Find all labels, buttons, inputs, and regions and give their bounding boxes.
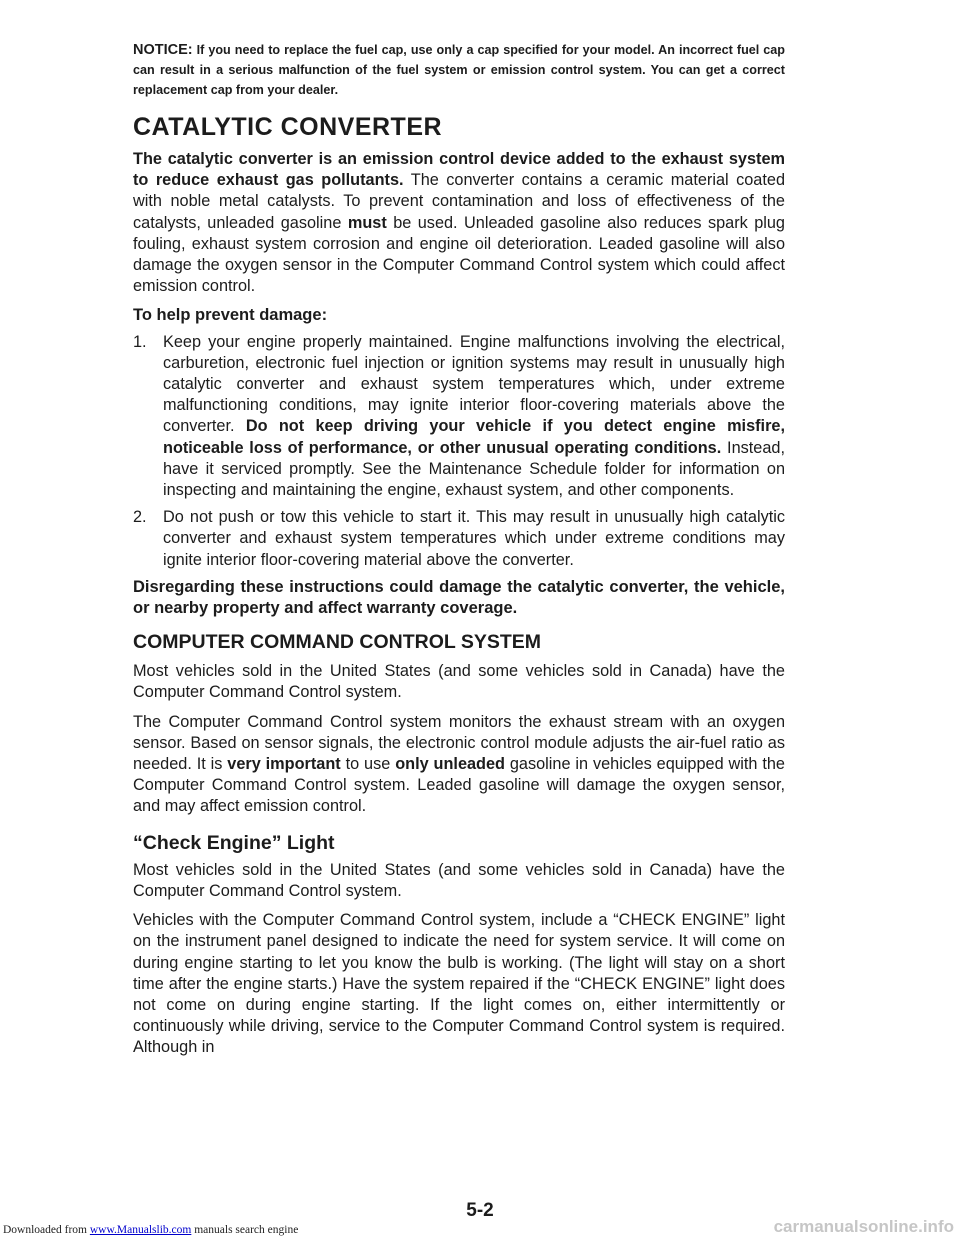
step1-bold: Do not keep driving your vehicle if you detect engine misfire, noticeable loss of performance, or other unusual operating conditions. bbox=[163, 417, 785, 457]
notice-text: If you need to replace the fuel cap, use only a cap specified for your model. An incorrect fuel cap can result in a serious malfunction of the fuel system or emission control system. You can get a correct replacement cap from your dealer. bbox=[133, 43, 785, 97]
catalytic-intro bbox=[133, 149, 785, 297]
catalytic-converter-heading: CATALYTIC CONVERTER bbox=[133, 113, 443, 141]
ccc-paragraph-1: Most vehicles sold in the United States (and some vehicles sold in Canada) have the Computer Command Control system. bbox=[133, 662, 785, 702]
list-item bbox=[133, 507, 785, 571]
list-item bbox=[133, 332, 785, 502]
catalytic-warning: Disregarding these instructions could damage the catalytic converter, the vehicle, or nearby property and affect warranty coverage. bbox=[133, 577, 785, 618]
notice-label: NOTICE: bbox=[133, 42, 193, 58]
ccc-p2-bold1: very important bbox=[227, 755, 341, 774]
catalytic-intro-part1: The converter contains a ceramic material coated with noble metal catalysts. To prevent contamination and loss of effectiveness of the catalysts, unleaded gasoline bbox=[133, 171, 785, 232]
ccc-heading: COMPUTER COMMAND CONTROL SYSTEM bbox=[133, 631, 542, 654]
download-footer bbox=[3, 1224, 298, 1236]
ccc-p2-bold2: only unleaded bbox=[395, 755, 505, 774]
step-text bbox=[163, 332, 785, 502]
step1-text-b: Instead, have it serviced promptly. See the Maintenance Schedule folder for information on inspecting and maintaining the engine, exhaust system, and other components. bbox=[163, 438, 785, 500]
catalytic-intro-part2: be used. Unleaded gasoline also reduces spark plug fouling, exhaust system corrosion and engine oil deterioration. Leaded gasoline will also damage the oxygen sensor in the Computer Command Control system which could affect emission control. bbox=[133, 213, 785, 296]
ccc-p2-c: gasoline in vehicles equipped with the Computer Command Control system. Leaded gasoline will damage the oxygen sensor, and may affect emission control. bbox=[133, 755, 785, 816]
step1-text-a: Keep your engine properly maintained. Engine malfunctions involving the electrical, carburetion, electronic fuel injection or ignition systems may result in unusually high catalytic converter and exhaust system temperatures which, under extreme malfunctioning conditions, may ignite interior floor-covering materials above the converter. bbox=[163, 332, 785, 436]
ccc-p2-b: to use bbox=[340, 755, 396, 774]
prevent-damage-heading: To help prevent damage: bbox=[133, 306, 328, 325]
watermark: carmanualsonline.info bbox=[773, 1217, 954, 1236]
check-engine-paragraph-2: Vehicles with the Computer Command Control system, include a “CHECK ENGINE” light on the instrument panel designed to indicate the need for system service. It will come on during engine starting to let you know the bulb is working. (The light will stay on a short time after the engine starts.) Have the system repaired if the “CHECK ENGINE” light does not come on during engine starting. If the light comes on, either intermittently or continuously while driving, service to the Computer Command Control system is required. Although in bbox=[133, 911, 785, 1057]
footer-suffix: manuals search engine bbox=[191, 1224, 299, 1236]
catalytic-intro-bold: The catalytic converter is an emission control device added to the exhaust system to reduce exhaust gas pollutants. bbox=[133, 150, 785, 190]
catalytic-must: must bbox=[347, 213, 387, 232]
page-content bbox=[133, 40, 785, 1067]
page-number: 5-2 bbox=[466, 1200, 494, 1221]
step-number: 2. bbox=[133, 508, 147, 527]
ccc-p2-a: The Computer Command Control system monitors the exhaust stream with an oxygen sensor. Based on sensor signals, the electronic control module adjusts the air-fuel ratio as needed. It is bbox=[133, 712, 785, 774]
check-engine-paragraph-1: Most vehicles sold in the United States (and some vehicles sold in Canada) have the Computer Command Control system. bbox=[133, 860, 785, 900]
footer-prefix: Downloaded from bbox=[3, 1224, 90, 1236]
ccc-paragraph-2 bbox=[133, 712, 785, 818]
step-number: 1. bbox=[133, 332, 147, 351]
manualslib-link[interactable]: www.Manualslib.com bbox=[89, 1224, 192, 1236]
step2-text: Do not push or tow this vehicle to start it. This may result in unusually high catalytic converter and exhaust system temperatures which under extreme conditions may ignite interior floor-covering material above the converter. bbox=[163, 508, 785, 569]
check-engine-heading: “Check Engine” Light bbox=[133, 831, 335, 854]
prevent-damage-list bbox=[133, 332, 785, 571]
notice-block bbox=[133, 40, 785, 100]
